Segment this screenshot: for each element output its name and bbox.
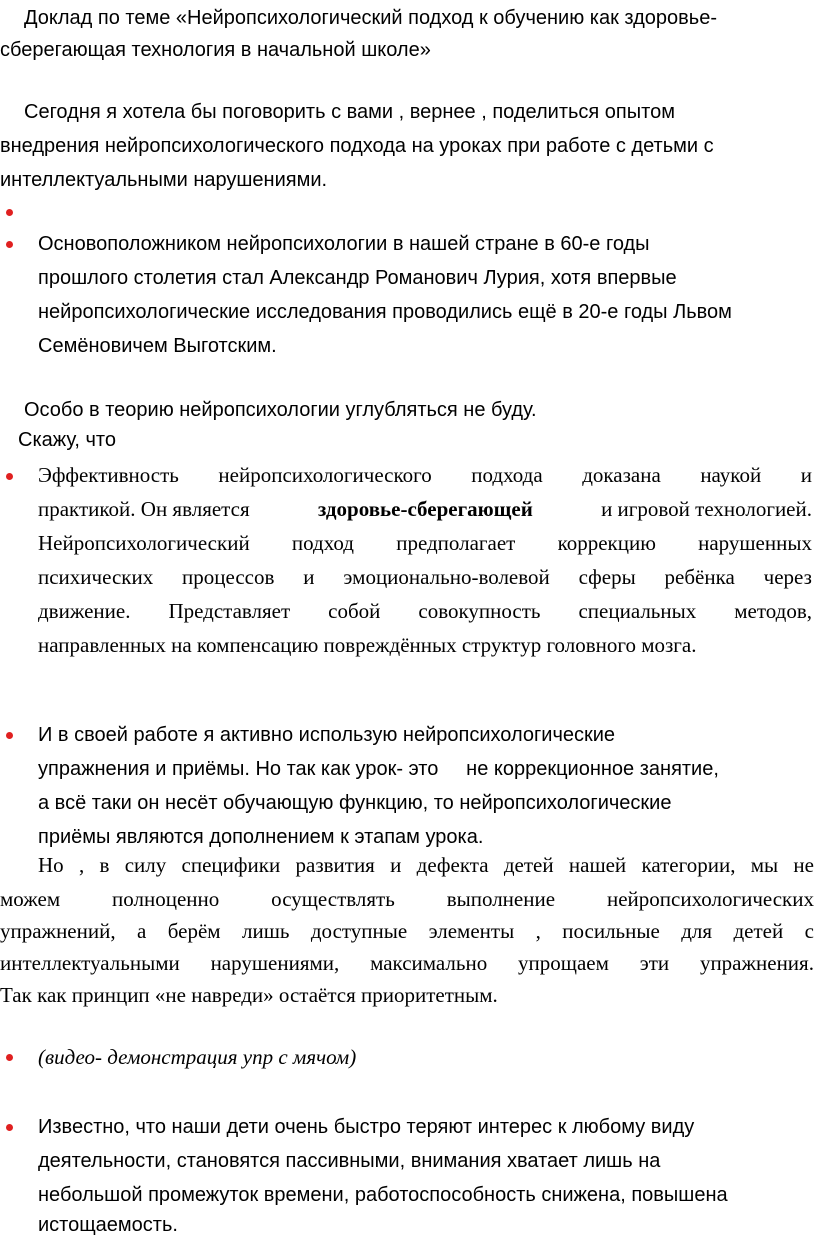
word: нарушениями,	[210, 951, 340, 975]
word: полноценно	[112, 887, 220, 911]
word: эмоционально-волевой	[343, 565, 550, 589]
word: Нейропсихологический	[38, 531, 250, 555]
interest-line-2: деятельности, становятся пассивными, внимания хватает лишь на	[38, 1150, 661, 1172]
word: осуществлять	[271, 887, 395, 911]
intro-line-3: интеллектуальными нарушениями.	[0, 169, 328, 191]
word: упражнения.	[699, 951, 814, 975]
word: наукой	[700, 463, 762, 487]
bullet-icon	[6, 1054, 13, 1061]
word: доступные	[310, 919, 408, 943]
efficiency-line-1	[38, 457, 812, 493]
bullet-icon	[6, 209, 13, 216]
word: нейропсихологических	[606, 887, 814, 911]
word: подход	[291, 531, 354, 555]
text: и игровой технологией.	[601, 497, 812, 521]
word: берём	[167, 919, 221, 943]
efficiency-line-2	[38, 491, 812, 527]
interest-line-3: небольшой промежуток времени, работоспособность снижена, повышена	[38, 1184, 728, 1206]
word: и	[303, 565, 315, 589]
luria-line-2: прошлого столетия стал Александр Романович Лурия, хотя впервые	[38, 267, 677, 289]
interest-line-1: Известно, что наши дети очень быстро теряют интерес к любому виду	[38, 1116, 695, 1138]
video-note-text: (видео- демонстрация упр с мячом)	[38, 1045, 357, 1069]
word: посильные	[562, 919, 660, 943]
word: элементы	[428, 919, 515, 943]
text: практикой. Он является	[38, 497, 250, 521]
word: доказана	[582, 463, 661, 487]
word: для	[681, 919, 713, 943]
theory-line-1: Особо в теорию нейропсихологии углубляться не буду.	[24, 399, 537, 421]
word: выполнение	[446, 887, 556, 911]
intro-line-1: Сегодня я хотела бы поговорить с вами , вернее , поделиться опытом	[24, 101, 675, 123]
bullet-icon	[6, 473, 13, 480]
intro-line-2: внедрения нейропсихологического подхода на уроках при работе с детьми с	[0, 135, 714, 157]
word: можем	[0, 887, 61, 911]
word: предполагает	[396, 531, 516, 555]
theory-line-2: Скажу, что	[18, 429, 116, 451]
word: коррекцию	[557, 531, 656, 555]
word: собой	[328, 599, 381, 623]
word: специальных	[578, 599, 697, 623]
interest-line-4: истощаемость.	[38, 1214, 178, 1236]
word: лишь	[241, 919, 290, 943]
work-line-3: а всё таки он несёт обучающую функцию, то нейропсихологические	[38, 792, 672, 814]
work-line-4: приёмы являются дополнением к этапам урока.	[38, 826, 484, 848]
efficiency-line-6: направленных на компенсацию повреждённых структур головного мозга.	[38, 633, 697, 657]
word: движение.	[38, 599, 131, 623]
word: с	[804, 919, 814, 943]
specifics-line-1: Но , в силу специфики развития и дефекта детей нашей категории, мы не	[38, 853, 814, 877]
word: психических	[38, 565, 154, 589]
word: эти	[639, 951, 670, 975]
word: ,	[535, 919, 541, 943]
title-line-1: Доклад по теме «Нейропсихологический подход к обучению как здоровье-	[24, 7, 717, 29]
bullet-icon	[6, 241, 13, 248]
word: сферы	[578, 565, 636, 589]
specifics-line-5: Так как принцип «не навреди» остаётся приоритетным.	[0, 983, 498, 1007]
title-line-2: сберегающая технология в начальной школе»	[0, 39, 431, 61]
video-note	[38, 1039, 356, 1075]
luria-line-3: нейропсихологические исследования проводились ещё в 20-е годы Львом	[38, 301, 732, 323]
word: через	[763, 565, 812, 589]
work-line-1: И в своей работе я активно использую нейропсихологические	[38, 724, 616, 746]
word: упрощаем	[518, 951, 609, 975]
word: Представляет	[168, 599, 291, 623]
word: и	[800, 463, 812, 487]
word: ребёнка	[664, 565, 735, 589]
luria-line-4: Семёновичем Выготским.	[38, 335, 277, 357]
word: методов,	[734, 599, 812, 623]
emphasis-text: здоровье-сберегающей	[317, 497, 533, 521]
word: упражнений,	[0, 919, 116, 943]
word: Эффективность	[38, 463, 179, 487]
word: максимально	[370, 951, 488, 975]
efficiency-line-3	[38, 525, 812, 561]
word: подхода	[471, 463, 543, 487]
word: а	[137, 919, 147, 943]
word: нарушенных	[698, 531, 812, 555]
luria-line-1: Основоположником нейропсихологии в нашей стране в 60-е годы	[38, 233, 650, 255]
specifics-line-4	[0, 945, 814, 981]
word: интеллектуальными	[0, 951, 180, 975]
efficiency-line-4	[38, 559, 812, 595]
word: нейропсихологического	[218, 463, 432, 487]
word: процессов	[182, 565, 275, 589]
bullet-icon	[6, 1124, 13, 1131]
bullet-icon	[6, 732, 13, 739]
specifics-line-3	[0, 913, 814, 949]
word: детей	[733, 919, 784, 943]
word: совокупность	[418, 599, 541, 623]
work-line-2: упражнения и приёмы. Но так как урок- это не коррекционное занятие,	[38, 758, 719, 780]
specifics-line-2	[0, 881, 814, 917]
efficiency-line-5	[38, 593, 812, 629]
